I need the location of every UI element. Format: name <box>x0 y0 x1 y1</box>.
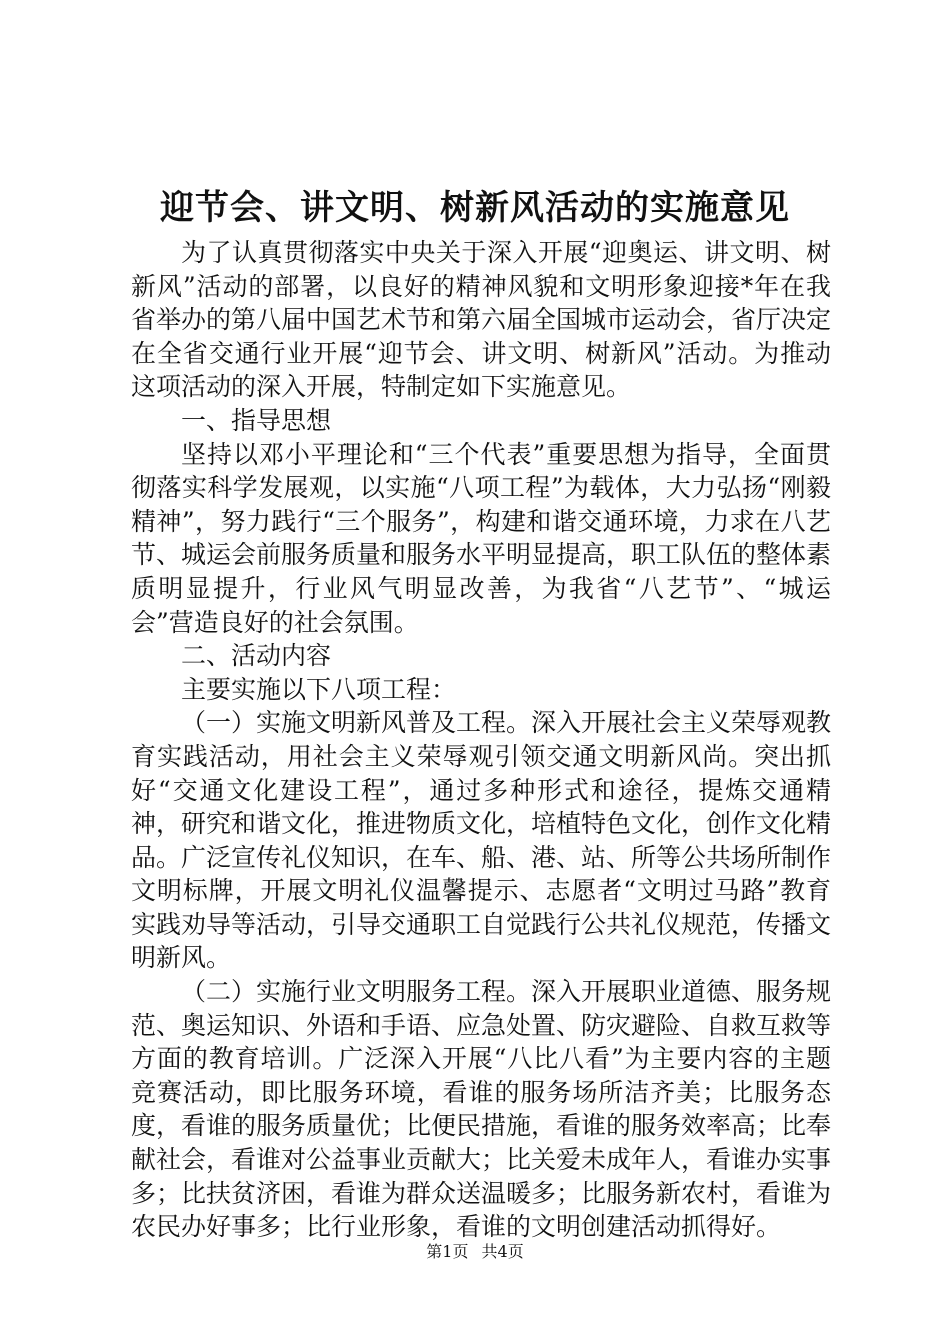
page-total: 共4页 <box>481 1242 524 1261</box>
project-two-paragraph: （二）实施行业文明服务工程。深入开展职业道德、服务规范、奥运知识、外语和手语、应急处置、防灾避险、自救互救等方面的教育培训。广泛深入开展“八比八看”为主要内容的主题竞赛活动，即比服务环境，看谁的服务场所洁齐美；比服务态度，看谁的服务质量优；比便民措施，看谁的服务效率高；比奉献社会，看谁对公益事业贡献大；比关爱未成年人，看谁办实事多；比扶贫济困，看谁为群众送温暖多；比服务新农村，看谁为农民办好事多；比行业形象，看谁的文明创建活动抓得好。 <box>131 977 832 1242</box>
eight-projects-intro: 主要实施以下八项工程： <box>181 674 457 704</box>
document-body <box>131 236 831 1244</box>
section-heading-activity-content: 二、活动内容 <box>181 641 332 671</box>
document-title: 迎节会、讲文明、树新风活动的实施意见 <box>160 188 790 228</box>
project-one-paragraph: （一）实施文明新风普及工程。深入开展社会主义荣辱观教育实践活动，用社会主义荣辱观引领交通文明新风尚。突出抓好“交通文化建设工程”，通过多种形式和途径，提炼交通精神，研究和谐文化，推进物质文化，培植特色文化，创作文化精品。广泛宣传礼仪知识，在车、船、港、站、所等公共场所制作文明标牌，开展文明礼仪温馨提示、志愿者“文明过马路”教育实践劝导等活动，引导交通职工自觉践行公共礼仪规范，传播文明新风。 <box>131 708 832 973</box>
section-heading-guiding-ideology: 一、指导思想 <box>181 405 332 435</box>
page-footer <box>0 1240 950 1264</box>
intro-paragraph: 为了认真贯彻落实中央关于深入开展“迎奥运、讲文明、树新风”活动的部署，以良好的精神风貌和文明形象迎接*年在我省举办的第八届中国艺术节和第六届全国城市运动会，省厅决定在全省交通行业开展“迎节会、讲文明、树新风”活动。为推动这项活动的深入开展，特制定如下实施意见。 <box>131 238 832 402</box>
page-number: 第1页 <box>426 1242 469 1261</box>
guiding-ideology-paragraph: 坚持以邓小平理论和“三个代表”重要思想为指导，全面贯彻落实科学发展观，以实施“八项工程”为载体，大力弘扬“刚毅精神”，努力践行“三个服务”，构建和谐交通环境，力求在八艺节、城运会前服务质量和服务水平明显提高，职工队伍的整体素质明显提升，行业风气明显改善，为我省“八艺节”、“城运会”营造良好的社会氛围。 <box>131 439 832 637</box>
